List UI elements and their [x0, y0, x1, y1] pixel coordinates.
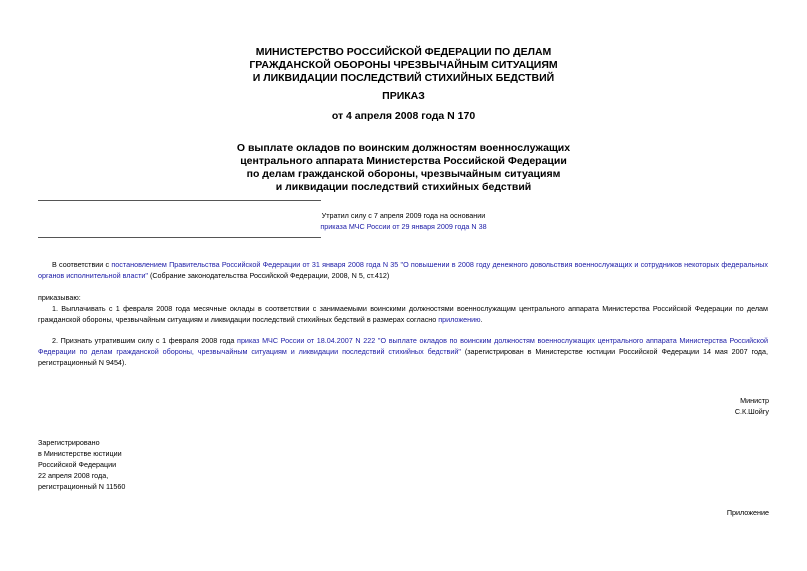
- ministry-line-2: ГРАЖДАНСКОЙ ОБОРОНЫ ЧРЕЗВЫЧАЙНЫМ СИТУАЦИЯМ: [249, 59, 558, 71]
- item-2-suffix: (зарегистрирован в Министерстве юстиции Российской Федерации 14 мая 2007 года, регистрационный N 9454).: [38, 347, 768, 367]
- item-2-prefix: 2. Признать утратившим силу с 1 февраля 2008 года: [52, 336, 238, 345]
- revoked-link[interactable]: приказа МЧС России от 29 января 2009 года N 38: [320, 222, 487, 231]
- item-2-paragraph: [38, 335, 768, 368]
- appendix-label: Приложение: [726, 508, 769, 517]
- registration-line-1: Зарегистрировано: [38, 438, 100, 447]
- appendix-link[interactable]: приложению: [438, 315, 481, 324]
- item-1-text: 1. Выплачивать с 1 февраля 2008 года месячные оклады в соответствии с занимаемыми воинскими должностями военнослужащим центрального аппарата Министерства Российской Федерации по делам гражданской обороны, чрезвычайным ситуациям и ликвидации последствий стихийных бедствий в размерах согласно: [38, 304, 768, 324]
- registration-line-5: регистрационный N 11560: [38, 482, 126, 491]
- item-1-paragraph: [38, 303, 768, 325]
- preamble-prefix: В соответствии с: [52, 260, 112, 269]
- ministry-header: [0, 46, 807, 85]
- registration-line-3: Российской Федерации: [38, 460, 117, 469]
- divider-bottom: [38, 237, 321, 238]
- government-decree-link[interactable]: постановлением Правительства Российской Федерации от 31 января 2008 года N 35 "О повышении в 2008 году денежного довольствия военнослужащих и сотрудников некоторых федеральных органов исполнительной власти": [38, 260, 769, 280]
- signature-block: [735, 395, 769, 417]
- revoked-note: [240, 210, 567, 232]
- doc-date-number: от 4 апреля 2008 года N 170: [331, 110, 476, 122]
- registration-block: [38, 437, 125, 492]
- signature-title: Министр: [740, 396, 769, 405]
- revoked-order-link[interactable]: приказ МЧС России от 18.04.2007 N 222 "О выплате окладов по воинским должностям военнослужащих центрального аппарата Министерства Российской Федерации по делам гражданской обороны, чрезвычайным ситуациям и ликвидации последствий стихийных бедствий": [38, 336, 768, 356]
- preamble-paragraph: [38, 259, 768, 281]
- doc-subject: [0, 142, 807, 194]
- preamble-suffix: (Собрание законодательства Российской Федерации, 2008, N 5, ст.412): [147, 271, 390, 280]
- ministry-line-1: МИНИСТЕРСТВО РОССИЙСКОЙ ФЕДЕРАЦИИ ПО ДЕЛАМ: [255, 46, 552, 58]
- registration-line-4: 22 апреля 2008 года,: [38, 471, 109, 480]
- revoked-text: Утратил силу с 7 апреля 2009 года на основании: [321, 211, 486, 220]
- ministry-line-3: И ЛИКВИДАЦИИ ПОСЛЕДСТВИЙ СТИХИЙНЫХ БЕДСТВИЙ: [252, 72, 555, 84]
- order-word: приказываю:: [38, 293, 81, 302]
- subject-line-2: центрального аппарата Министерства Российской Федерации: [240, 155, 567, 167]
- item-1-end: .: [480, 315, 483, 324]
- doc-type: ПРИКАЗ: [382, 90, 425, 102]
- registration-line-2: в Министерстве юстиции: [38, 449, 122, 458]
- signature-name: С.К.Шойгу: [734, 407, 769, 416]
- subject-line-1: О выплате окладов по воинским должностям военнослужащих: [236, 142, 571, 154]
- subject-line-4: и ликвидации последствий стихийных бедствий: [275, 181, 532, 193]
- divider-top: [38, 200, 321, 201]
- subject-line-3: по делам гражданской обороны, чрезвычайным ситуациям: [246, 168, 561, 180]
